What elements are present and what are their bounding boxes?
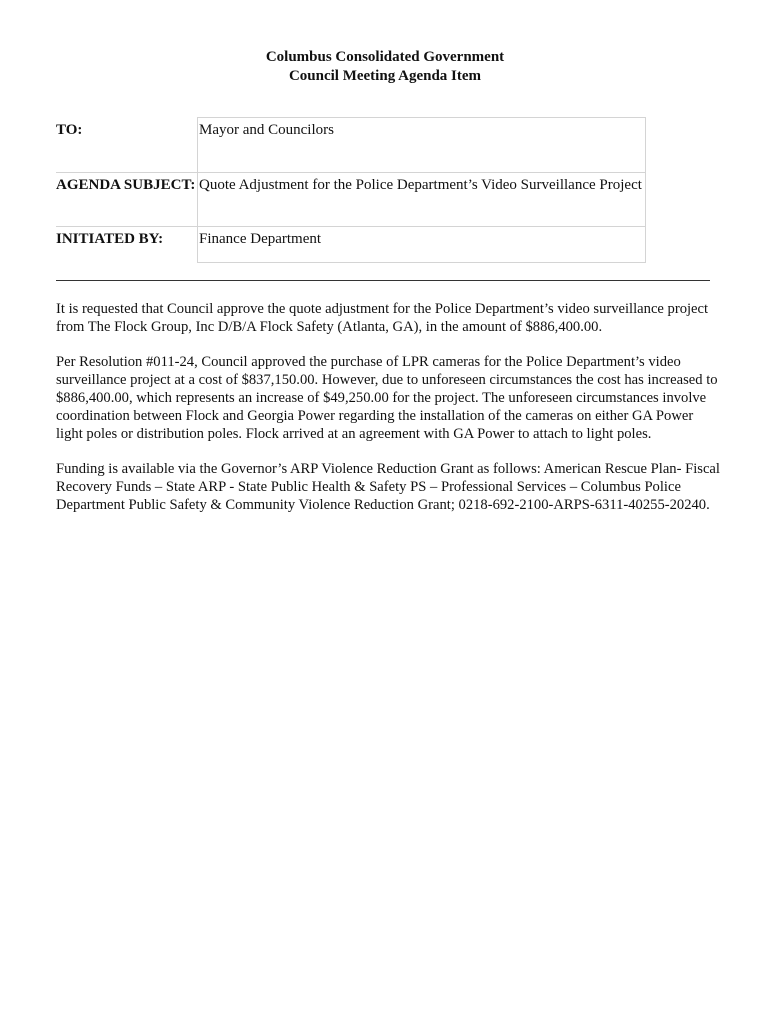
table-row-to [56,118,646,173]
table-row-initiated-by [56,227,646,263]
initiated-by-label: INITIATED BY: [56,227,198,263]
table-row-agenda-subject [56,173,646,227]
agenda-subject-value: Quote Adjustment for the Police Department’s Video Surveillance Project [198,173,646,227]
agenda-info-table [56,117,646,263]
horizontal-divider [56,280,710,281]
agenda-item-title: Council Meeting Agenda Item [288,68,482,84]
funding-paragraph: Funding is available via the Governor’s ARP Violence Reduction Grant as follows: American Rescue Plan- Fiscal Recovery Funds – State ARP - State Public Health & Safety PS – Professional Services – Columbus Police Department Public Safety & Community Violence Reduction Grant; 0218-692-2100-ARPS-6311-40255-20240. [56,461,720,513]
to-label: TO: [56,121,83,138]
to-value: Mayor and Councilors [198,118,646,173]
document-body [56,300,720,531]
initiated-by-value: Finance Department [198,227,646,263]
agenda-subject-label: AGENDA SUBJECT: [56,173,198,227]
resolution-paragraph: Per Resolution #011-24, Council approved the purchase of LPR cameras for the Police Department’s video surveillance project at a cost of $837,150.00. However, due to unforeseen circumstances the cost has increased to $886,400.00, which represents an increase of $49,250.00 for the project. The unforeseen circumstances involve coordination between Flock and Georgia Power regarding the installation of the cameras on either GA Power light poles or distribution poles. Flock arrived at an agreement with GA Power to attach to light poles. [56,354,718,442]
document-header [0,48,770,86]
request-paragraph: It is requested that Council approve the quote adjustment for the Police Department’s video surveillance project from The Flock Group, Inc D/B/A Flock Safety (Atlanta, GA), in the amount of $886,400.00. [56,301,709,335]
government-title: Columbus Consolidated Government [265,49,505,65]
